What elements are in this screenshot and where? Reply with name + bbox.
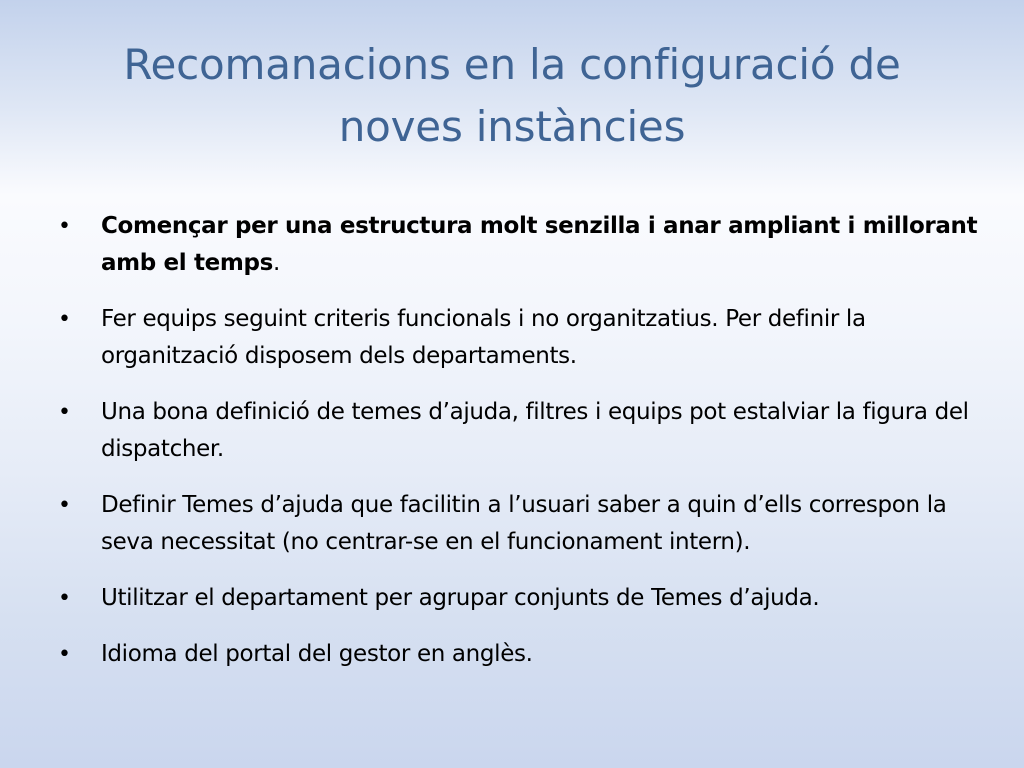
bullet-dot-icon: • xyxy=(58,493,71,518)
bullet-list xyxy=(58,208,988,692)
bullet-item-1-bold-text: Començar per una estructura molt senzilla i anar ampliant i millorant amb el temps xyxy=(101,213,978,276)
bullet-item-4 xyxy=(58,487,988,561)
bullet-dot-icon: • xyxy=(58,642,71,667)
bullet-item-6 xyxy=(58,636,988,673)
bullet-dot-icon: • xyxy=(58,400,71,425)
bullet-item-6-text: Idioma del portal del gestor en anglès. xyxy=(101,641,533,667)
bullet-item-2 xyxy=(58,301,988,375)
slide-title-line-2: noves instàncies xyxy=(338,102,686,151)
bullet-item-5-text: Utilitzar el departament per agrupar conjunts de Temes d’ajuda. xyxy=(101,585,820,611)
bullet-dot-icon: • xyxy=(58,307,71,332)
bullet-item-3 xyxy=(58,394,988,468)
bullet-dot-icon: • xyxy=(58,214,71,239)
bullet-item-4-text: Definir Temes d’ajuda que facilitin a l’usuari saber a quin d’ells correspon la seva necessitat (no centrar-se en el funcionament intern). xyxy=(101,492,947,555)
bullet-item-1 xyxy=(58,208,988,282)
bullet-item-3-text: Una bona definició de temes d’ajuda, filtres i equips pot estalviar la figura del dispatcher. xyxy=(101,399,969,462)
bullet-item-2-text: Fer equips seguint criteris funcionals i no organitzatius. Per definir la organització disposem dels departaments. xyxy=(101,306,866,369)
bullet-item-1-text: . xyxy=(272,250,280,276)
bullet-item-5 xyxy=(58,580,988,617)
bullet-dot-icon: • xyxy=(58,586,71,611)
slide-title-line-1: Recomanacions en la configuració de xyxy=(123,40,901,89)
slide-title xyxy=(40,34,984,158)
